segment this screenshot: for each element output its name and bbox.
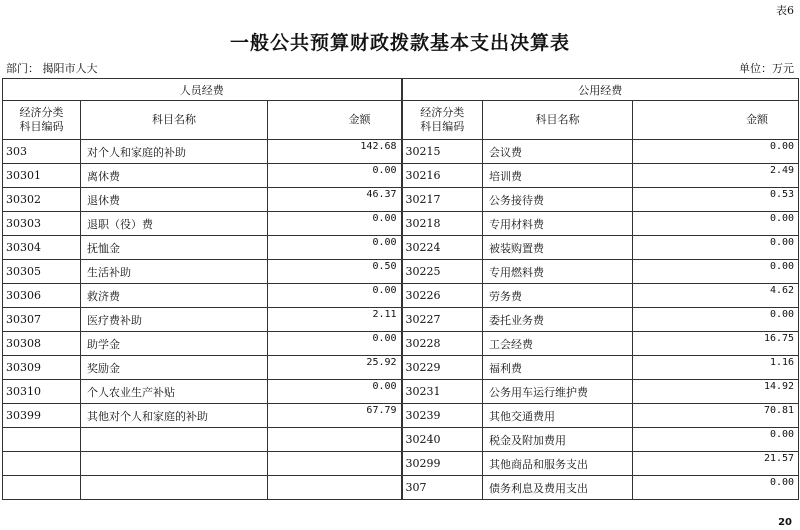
public-code-cell: 30240	[402, 428, 483, 452]
table-row	[3, 284, 799, 308]
public-amount-cell: 14.92	[633, 380, 799, 404]
public-amount-cell: 16.75	[633, 332, 799, 356]
public-amount-cell: 0.00	[633, 260, 799, 284]
personnel-name-header: 科目名称	[81, 101, 268, 140]
personnel-code-cell	[3, 428, 81, 452]
public-name-cell: 培训费	[483, 164, 633, 188]
public-name-cell: 劳务费	[483, 284, 633, 308]
public-code-cell: 30226	[402, 284, 483, 308]
public-code-cell: 30216	[402, 164, 483, 188]
personnel-code-header: 经济分类 科目编码	[3, 101, 81, 140]
personnel-code-cell: 30399	[3, 404, 81, 428]
public-amount-cell: 21.57	[633, 452, 799, 476]
public-code-cell: 30225	[402, 260, 483, 284]
personnel-amount-cell: 2.11	[268, 308, 402, 332]
personnel-code-cell: 303	[3, 140, 81, 164]
table-row	[3, 476, 799, 500]
table-row	[3, 164, 799, 188]
table-row	[3, 140, 799, 164]
personnel-amount-cell	[268, 428, 402, 452]
personnel-name-cell: 奖励金	[81, 356, 268, 380]
personnel-amount-cell: 0.00	[268, 332, 402, 356]
table-row	[3, 308, 799, 332]
public-amount-cell: 0.53	[633, 188, 799, 212]
public-code-cell: 30224	[402, 236, 483, 260]
public-amount-cell: 0.00	[633, 236, 799, 260]
public-code-cell: 30218	[402, 212, 483, 236]
table-row	[3, 404, 799, 428]
personnel-name-cell: 抚恤金	[81, 236, 268, 260]
public-amount-cell: 70.81	[633, 404, 799, 428]
personnel-section-header: 人员经费	[3, 79, 402, 101]
page-number: 20	[778, 517, 792, 528]
public-section-header: 公用经费	[402, 79, 799, 101]
public-code-cell: 30299	[402, 452, 483, 476]
public-code-cell: 30227	[402, 308, 483, 332]
personnel-amount-cell	[268, 452, 402, 476]
personnel-code-cell	[3, 476, 81, 500]
personnel-amount-cell: 0.00	[268, 212, 402, 236]
personnel-amount-cell: 46.37	[268, 188, 402, 212]
table-row	[3, 356, 799, 380]
public-amount-cell: 0.00	[633, 140, 799, 164]
public-name-cell: 专用材料费	[483, 212, 633, 236]
personnel-code-cell	[3, 452, 81, 476]
personnel-code-cell: 30310	[3, 380, 81, 404]
personnel-amount-cell: 0.50	[268, 260, 402, 284]
personnel-name-cell: 个人农业生产补贴	[81, 380, 268, 404]
public-amount-cell: 0.00	[633, 476, 799, 500]
personnel-name-cell: 退休费	[81, 188, 268, 212]
table-row	[3, 452, 799, 476]
public-amount-cell: 0.00	[633, 308, 799, 332]
personnel-name-cell	[81, 476, 268, 500]
department-label: 部门： 揭阳市人大	[6, 62, 98, 75]
personnel-amount-cell	[268, 476, 402, 500]
personnel-code-cell: 30306	[3, 284, 81, 308]
public-code-header: 经济分类 科目编码	[402, 101, 483, 140]
unit-label: 单位：万元	[739, 62, 794, 75]
personnel-code-cell: 30308	[3, 332, 81, 356]
personnel-code-cell: 30302	[3, 188, 81, 212]
personnel-amount-cell: 67.79	[268, 404, 402, 428]
public-name-cell: 工会经费	[483, 332, 633, 356]
expenditure-table	[2, 78, 799, 500]
personnel-name-cell: 助学金	[81, 332, 268, 356]
personnel-name-cell: 生活补助	[81, 260, 268, 284]
public-name-cell: 债务利息及费用支出	[483, 476, 633, 500]
personnel-code-cell: 30309	[3, 356, 81, 380]
table-row	[3, 332, 799, 356]
personnel-name-cell: 离休费	[81, 164, 268, 188]
personnel-code-cell: 30303	[3, 212, 81, 236]
personnel-code-cell: 30307	[3, 308, 81, 332]
personnel-amount-cell: 25.92	[268, 356, 402, 380]
personnel-code-cell: 30305	[3, 260, 81, 284]
personnel-name-cell: 对个人和家庭的补助	[81, 140, 268, 164]
personnel-code-cell: 30301	[3, 164, 81, 188]
public-code-cell: 30228	[402, 332, 483, 356]
personnel-amount-cell: 142.68	[268, 140, 402, 164]
public-code-cell: 30231	[402, 380, 483, 404]
public-name-cell: 其他交通费用	[483, 404, 633, 428]
personnel-name-cell	[81, 428, 268, 452]
table-row	[3, 236, 799, 260]
public-name-cell: 福利费	[483, 356, 633, 380]
table-row	[3, 260, 799, 284]
public-name-cell: 公务用车运行维护费	[483, 380, 633, 404]
personnel-amount-cell: 0.00	[268, 236, 402, 260]
personnel-amount-header: 金额	[268, 101, 402, 140]
public-name-cell: 会议费	[483, 140, 633, 164]
public-amount-cell: 0.00	[633, 428, 799, 452]
public-code-cell: 30239	[402, 404, 483, 428]
public-amount-cell: 4.62	[633, 284, 799, 308]
table-number: 表6	[776, 4, 794, 17]
public-amount-cell: 1.16	[633, 356, 799, 380]
public-name-cell: 公务接待费	[483, 188, 633, 212]
personnel-amount-cell: 0.00	[268, 380, 402, 404]
public-code-cell: 30215	[402, 140, 483, 164]
table-row	[3, 380, 799, 404]
table-row	[3, 428, 799, 452]
public-name-cell: 被装购置费	[483, 236, 633, 260]
public-name-header: 科目名称	[483, 101, 633, 140]
public-code-cell: 307	[402, 476, 483, 500]
table-row	[3, 212, 799, 236]
personnel-name-cell: 其他对个人和家庭的补助	[81, 404, 268, 428]
personnel-amount-cell: 0.00	[268, 284, 402, 308]
public-name-cell: 税金及附加费用	[483, 428, 633, 452]
public-name-cell: 其他商品和服务支出	[483, 452, 633, 476]
public-code-cell: 30217	[402, 188, 483, 212]
public-amount-header: 金额	[633, 101, 799, 140]
personnel-name-cell: 退职（役）费	[81, 212, 268, 236]
personnel-name-cell	[81, 452, 268, 476]
personnel-amount-cell: 0.00	[268, 164, 402, 188]
personnel-name-cell: 救济费	[81, 284, 268, 308]
personnel-code-cell: 30304	[3, 236, 81, 260]
table-row	[3, 188, 799, 212]
public-name-cell: 专用燃料费	[483, 260, 633, 284]
public-amount-cell: 0.00	[633, 212, 799, 236]
personnel-name-cell: 医疗费补助	[81, 308, 268, 332]
public-name-cell: 委托业务费	[483, 308, 633, 332]
page-title: 一般公共预算财政拨款基本支出决算表	[229, 32, 570, 54]
public-code-cell: 30229	[402, 356, 483, 380]
public-amount-cell: 2.49	[633, 164, 799, 188]
